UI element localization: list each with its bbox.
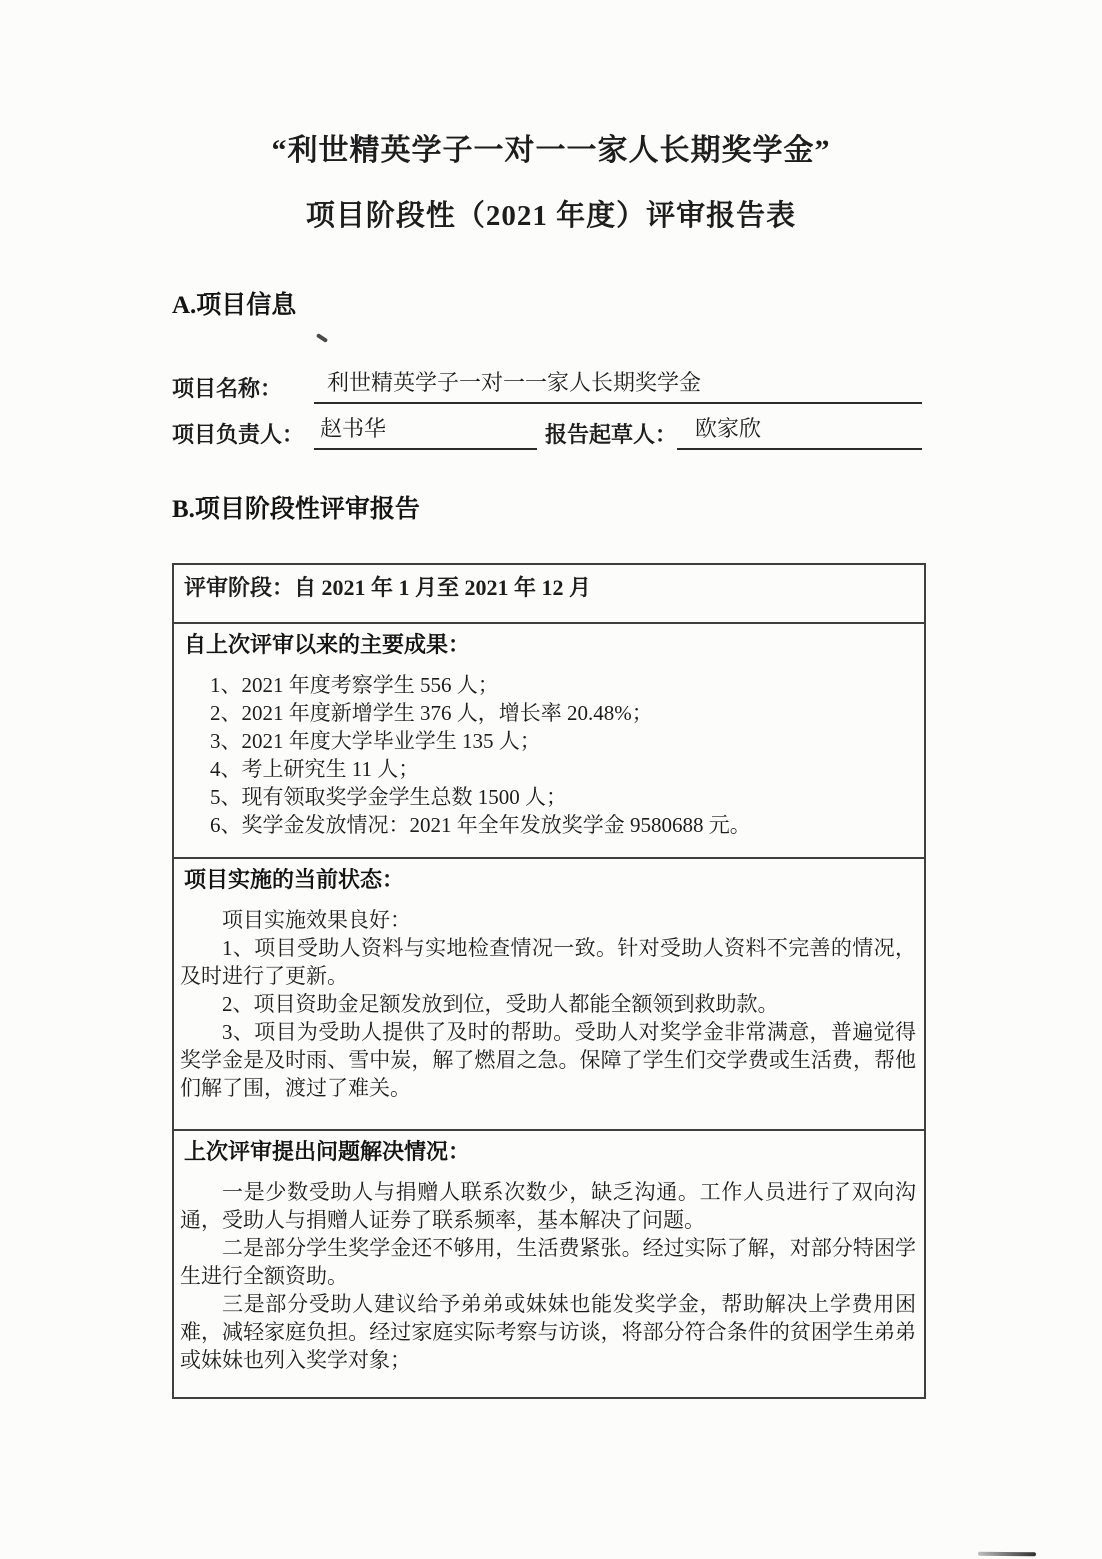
- achievement-item: 2、2021 年度新增学生 376 人，增长率 20.48%；: [210, 701, 653, 725]
- project-name-value: 利世精英学子一对一一家人长期奖学金: [314, 368, 922, 404]
- document-title-line1: “利世精英学子一对一一家人长期奖学金”: [271, 134, 831, 167]
- section-b-heading: B.项目阶段性评审报告: [172, 496, 420, 523]
- status-paragraph: 1、项目受助人资料与实地检查情况一致。针对受助人资料不完善的情况，及时进行了更新。: [180, 936, 916, 988]
- project-leader-label: 项目负责人：: [172, 422, 305, 447]
- issues-paragraph: 二是部分学生奖学金还不够用，生活费紧张。经过实际了解，对部分特困学生进行全额资助。: [180, 1236, 916, 1288]
- project-name-label: 项目名称：: [172, 376, 283, 401]
- achievement-item: 4、考上研究生 11 人；: [210, 757, 420, 781]
- achievement-item: 3、2021 年度大学毕业学生 135 人；: [210, 729, 541, 753]
- issues-resolution-body: [180, 1178, 916, 1374]
- issues-resolution-row: [174, 1129, 924, 1397]
- report-drafter-value: 欧家欣: [677, 414, 922, 450]
- achievement-item: 1、2021 年度考察学生 556 人；: [210, 673, 499, 697]
- project-leader-row: [172, 412, 922, 450]
- achievements-row: [174, 622, 924, 857]
- report-drafter-label: 报告起草人：: [545, 422, 678, 447]
- issues-paragraph: 三是部分受助人建议给予弟弟或妹妹也能发奖学金，帮助解决上学费用困难，减轻家庭负担。经过家庭实际考察与访谈，将部分符合条件的贫困学生弟弟或妹妹也列入奖学对象；: [180, 1292, 916, 1372]
- review-table: [172, 563, 926, 1399]
- achievements-heading: 自上次评审以来的主要成果：: [184, 632, 471, 657]
- review-period-text: 评审阶段：自 2021 年 1 月至 2021 年 12 月: [184, 575, 592, 600]
- achievements-list: [180, 671, 916, 839]
- project-name-row: [172, 366, 922, 404]
- issues-resolution-heading: 上次评审提出问题解决情况：: [184, 1139, 471, 1164]
- achievement-item: 6、奖学金发放情况：2021 年全年发放奖学金 9580688 元。: [210, 813, 751, 837]
- status-paragraph: 3、项目为受助人提供了及时的帮助。受助人对奖学金非常满意，普遍觉得奖学金是及时雨、雪中炭，解了燃眉之急。保障了学生们交学费或生活费，帮他们解了围，渡过了难关。: [180, 1020, 916, 1100]
- status-paragraph: 2、项目资助金足额发放到位，受助人都能全额领到救助款。: [222, 992, 779, 1016]
- achievement-item: 5、现有领取奖学金学生总数 1500 人；: [210, 785, 567, 809]
- section-a-heading: A.项目信息: [172, 292, 297, 319]
- current-status-row: [174, 857, 924, 1129]
- scan-artifact-tick: [316, 333, 328, 343]
- document-title-line2: 项目阶段性（2021 年度）评审报告表: [305, 200, 797, 232]
- current-status-heading: 项目实施的当前状态：: [184, 867, 405, 892]
- project-leader-value: 赵书华: [314, 414, 537, 450]
- scan-artifact-bottom-line: [978, 1552, 1036, 1557]
- issues-paragraph: 一是少数受助人与捐赠人联系次数少，缺乏沟通。工作人员进行了双向沟通，受助人与捐赠人证券了联系频率，基本解决了问题。: [180, 1180, 916, 1232]
- current-status-body: [180, 906, 916, 1102]
- review-period-row: [174, 565, 924, 622]
- status-paragraph: 项目实施效果良好：: [222, 908, 411, 932]
